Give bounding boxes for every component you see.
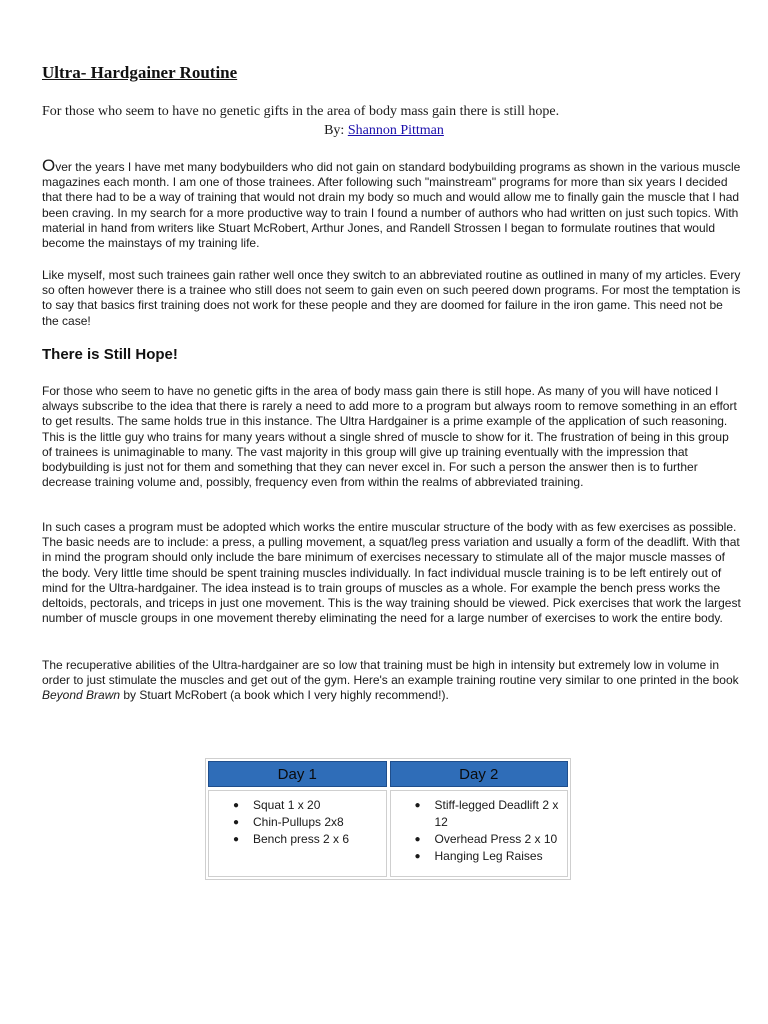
day-1-exercise — [233, 814, 386, 831]
exercise-label: Stiff-legged Deadlift 2 x 12 — [434, 798, 559, 829]
paragraph-2: Like myself, most such trainees gain rather well once they switch to an abbreviated routine as outlined in many of my articles. Every so often however there is a trainee who still does not seem to gain even on such peered down programs. For most the temptation is to say that basics first training does not work for these people and they are doomed for failure in the iron game. This need not be the case! — [42, 268, 741, 328]
exercise-label: Overhead Press 2 x 10 — [434, 832, 558, 846]
day-2-list — [391, 797, 568, 865]
article-title: Ultra- Hardgainer Routine — [42, 63, 238, 82]
drop-cap: O — [42, 156, 56, 175]
exercise-label: Chin-Pullups 2x8 — [253, 815, 344, 829]
day-2-exercise — [414, 797, 568, 831]
author-link[interactable]: Shannon Pittman — [347, 123, 444, 138]
book-title: Beyond Brawn — [42, 688, 121, 703]
bullet-icon: ● — [414, 800, 421, 811]
intro-line: For those who seem to have no genetic gifts in the area of body mass gain there is still hope. — [42, 104, 560, 119]
day-2-exercise — [414, 848, 568, 865]
bullet-icon: ● — [233, 800, 240, 811]
day-2-cell — [390, 790, 569, 877]
day-2-header: Day 2 — [390, 761, 569, 787]
exercise-label: Hanging Leg Raises — [434, 849, 543, 863]
day-1-exercise — [233, 831, 386, 848]
bullet-icon: ● — [414, 851, 421, 862]
bullet-icon: ● — [414, 834, 421, 845]
paragraph-5-text-a: The recuperative abilities of the Ultra-hardgainer are so low that training must be high in intensity but extremely low in volume in order to just stimulate the muscles and get out of the gym. Here's an example training routine very similar to one printed in the book — [42, 658, 739, 688]
paragraph-3: For those who seem to have no genetic gifts in the area of body mass gain there is still hope. As many of you will have noticed I always subscribe to the idea that there is rarely a need to add more to a program but always room to remove something in an effort to get results. The same holds true in this instance. The Ultra Hardgainer is a prime example of the application of such reasoning. This is the little guy who trains for many years without a single shred of muscle to show for it. The frustration of being in this group of trainees is unimaginable to many. The vast majority in this group will give up training eventually with the impression that bodybuilding is just not for them and something that they can never excel in. For such a person the answer then is to further decrease training volume and, possibly, frequency even from within the realms of abbreviated training. — [42, 384, 737, 490]
routine-table — [205, 758, 571, 880]
byline — [0, 122, 768, 139]
day-1-list — [209, 797, 386, 848]
section-heading: There is Still Hope! — [42, 346, 178, 363]
day-1-header: Day 1 — [208, 761, 387, 787]
paragraph-1-text: ver the years I have met many bodybuilders who did not gain on standard bodybuilding programs as shown in the various muscle magazines each month. I am one of those trainees. After following such "mainstream" programs for more than six years I decided that there had to be a way of training that would not drain my body so much and would allow me to finally gain the muscle that I had been craving. In my search for a more productive way to train I found a number of authors who had written on just such topics. With material in hand from writers like Stuart McRobert, Arthur Jones, and Randell Strossen I began to formulate routines that would become the mainstays of my training life. — [42, 160, 741, 251]
day-1-exercise — [233, 797, 386, 814]
exercise-label: Bench press 2 x 6 — [253, 832, 350, 846]
paragraph-5-text-b: by Stuart McRobert (a book which I very highly recommend!). — [120, 688, 449, 703]
day-1-cell — [208, 790, 387, 877]
bullet-icon: ● — [233, 834, 240, 845]
exercise-label: Squat 1 x 20 — [253, 798, 321, 812]
paragraph-4: In such cases a program must be adopted which works the entire muscular structure of the body with as few exercises as possible. The basic needs are to include: a press, a pulling movement, a squat/leg press variation and usually a form of the deadlift. With that in mind the program should only include the bare minimum of exercises necessary to stimulate all of the major muscle masses of the body. Very little time should be spent training muscles individually. In fact individual muscle training is to be left entirely out of mind for the Ultra-hardgainer. The idea instead is to train groups of muscles as a whole. For example the bench press works the deltoids, pectorals, and triceps in just one movement. This is the way training should be viewed. Pick exercises that work the largest number of muscle groups in one movement thereby eliminating the need for a large number of exercises to work the entire body. — [42, 520, 741, 626]
bullet-icon: ● — [233, 817, 240, 828]
byline-prefix: By: — [324, 123, 348, 138]
paragraph-1 — [42, 156, 742, 251]
paragraph-5 — [42, 658, 742, 704]
day-2-exercise — [414, 831, 568, 848]
